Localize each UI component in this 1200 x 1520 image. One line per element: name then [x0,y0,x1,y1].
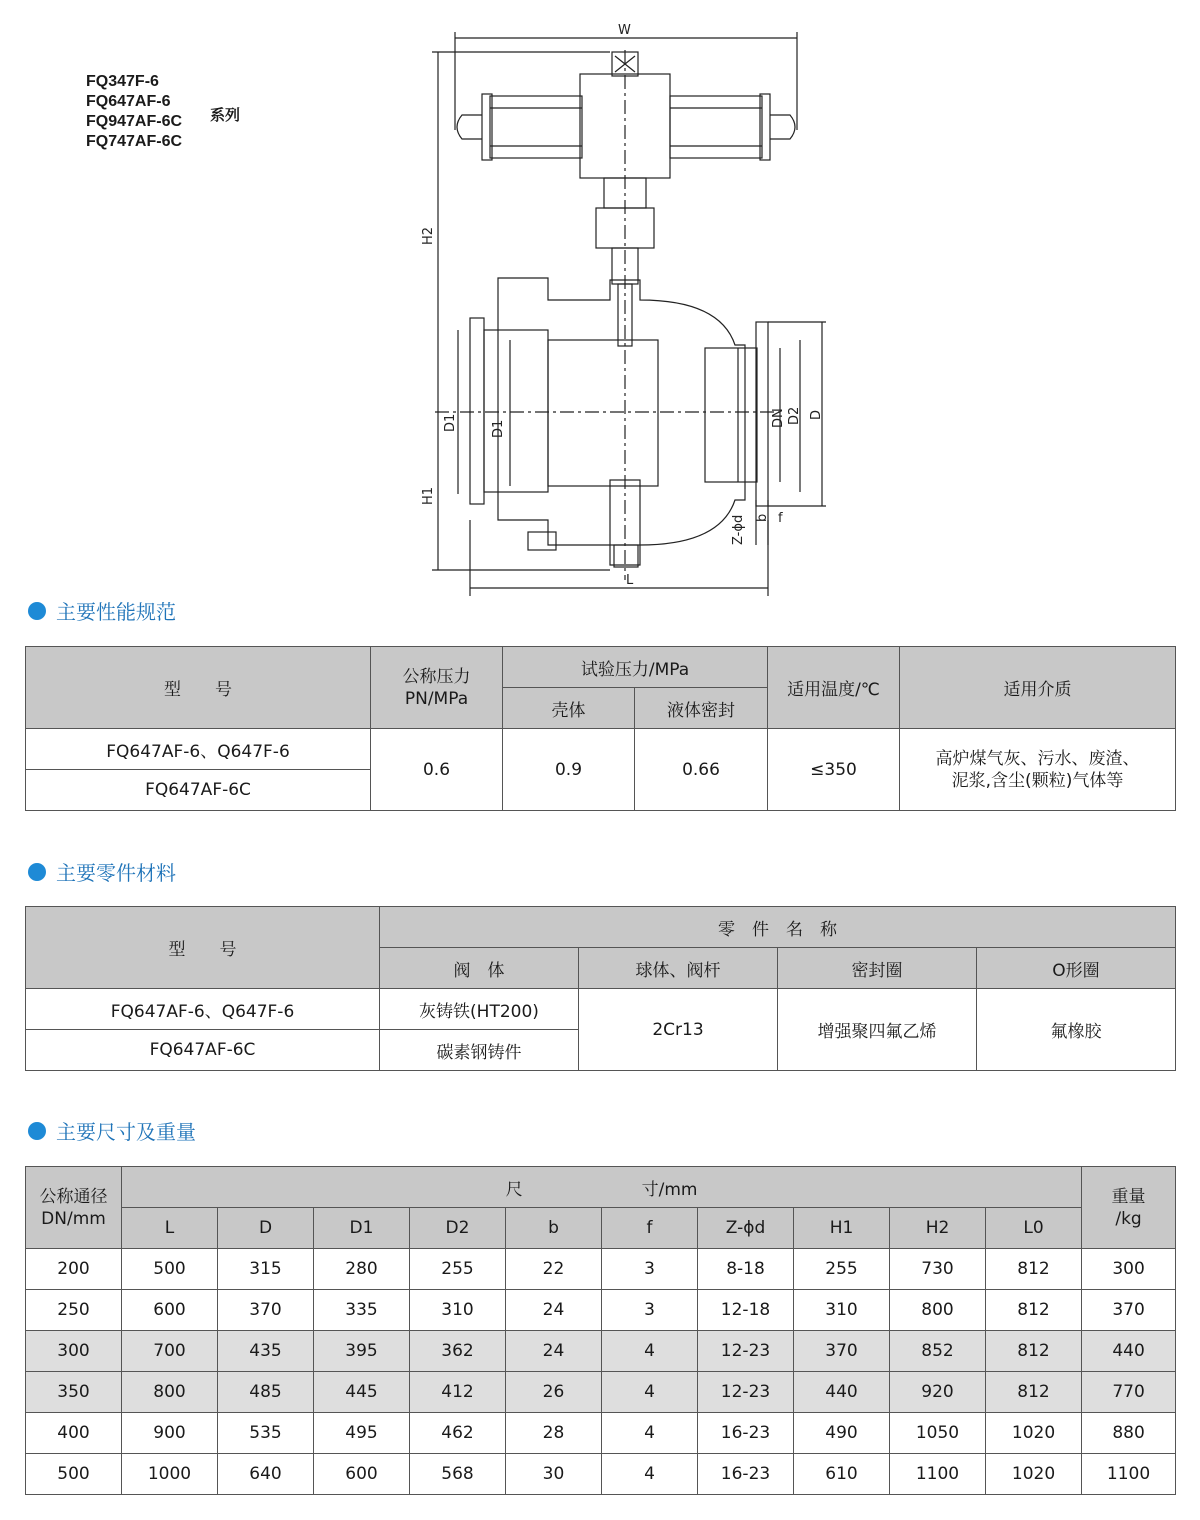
table-cell: 812 [986,1290,1082,1331]
header-col: L [122,1208,218,1249]
header-size: 尺 寸/mm [122,1167,1082,1208]
header-col: f [602,1208,698,1249]
bullet-icon [28,602,46,620]
cell-pressure: 0.6 [371,729,503,811]
table-row [26,1290,1176,1331]
table-cell: 16-23 [698,1413,794,1454]
table-cell: 600 [314,1454,410,1495]
table-cell: 12-23 [698,1372,794,1413]
header-ball: 球体、阀杆 [579,948,778,989]
table-cell: 315 [218,1249,314,1290]
section-title-materials: 主要零件材料 [28,857,176,886]
dim-label-d1b: D1 [491,419,506,438]
header-shell: 壳体 [503,688,635,729]
table-cell: 700 [122,1331,218,1372]
dim-label-l: L [626,573,634,588]
valve-drawing [0,0,1200,600]
dim-label-f: f [778,511,783,526]
model-name: FQ347F-6 [86,73,159,90]
table-cell: 370 [794,1331,890,1372]
table-cell: 435 [218,1331,314,1372]
dim-label-dn: DN [771,408,786,428]
table-row [26,1249,1176,1290]
header-weight: 重量 /kg [1082,1167,1176,1249]
table-cell: 8-18 [698,1249,794,1290]
table-cell: 852 [890,1331,986,1372]
model-name: FQ747AF-6C [86,133,183,150]
header-col: H2 [890,1208,986,1249]
table-cell: 300 [26,1331,122,1372]
table-row [26,1331,1176,1372]
header-test-pressure: 试验压力/MPa [503,647,768,688]
table-cell: 800 [122,1372,218,1413]
dim-label-d1a: D1 [443,413,458,432]
header-seal-ring: 密封圈 [778,948,977,989]
table-cell: 4 [602,1331,698,1372]
dim-label-h2: H2 [421,226,436,245]
table-cell: 26 [506,1372,602,1413]
table-cell: 880 [1082,1413,1176,1454]
table-cell: 1050 [890,1413,986,1454]
cell-ball: 2Cr13 [579,989,778,1071]
bullet-icon [28,1122,46,1140]
table-cell: 310 [410,1290,506,1331]
table-cell: 1020 [986,1454,1082,1495]
table-cell: 310 [794,1290,890,1331]
dimensions-table [25,1166,1176,1495]
table-cell: 280 [314,1249,410,1290]
table-row [26,1454,1176,1495]
table-cell: 610 [794,1454,890,1495]
cell-model: FQ647AF-6、Q647F-6 [26,729,371,770]
table-row [26,1413,1176,1454]
table-cell: 200 [26,1249,122,1290]
table-cell: 1020 [986,1413,1082,1454]
header-model: 型 号 [26,907,380,989]
table-cell: 445 [314,1372,410,1413]
section-title-performance: 主要性能规范 [28,596,176,625]
header-medium: 适用介质 [900,647,1176,729]
table-cell: 412 [410,1372,506,1413]
header-pressure: 公称压力 PN/MPa [371,647,503,729]
table-cell: 16-23 [698,1454,794,1495]
cell-body: 碳素钢铸件 [380,1030,579,1071]
dimensions-table-body [26,1249,1176,1495]
materials-table [25,906,1176,1071]
cell-seal-ring: 增强聚四氟乙烯 [778,989,977,1071]
table-cell: 812 [986,1331,1082,1372]
table-cell: 770 [1082,1372,1176,1413]
table-cell: 440 [794,1372,890,1413]
table-cell: 1000 [122,1454,218,1495]
table-cell: 800 [890,1290,986,1331]
table-cell: 255 [410,1249,506,1290]
header-col: Z-ϕd [698,1208,794,1249]
dim-label-d2: D2 [787,406,802,425]
cell-temperature: ≤350 [768,729,900,811]
table-cell: 568 [410,1454,506,1495]
table-cell: 500 [26,1454,122,1495]
header-col: D1 [314,1208,410,1249]
series-label: 系列 [210,106,241,124]
table-cell: 500 [122,1249,218,1290]
table-cell: 395 [314,1331,410,1372]
table-cell: 1100 [1082,1454,1176,1495]
table-cell: 640 [218,1454,314,1495]
table-cell: 28 [506,1413,602,1454]
cell-body: 灰铸铁(HT200) [380,989,579,1030]
table-cell: 255 [794,1249,890,1290]
table-cell: 24 [506,1290,602,1331]
cell-shell: 0.9 [503,729,635,811]
table-cell: 730 [890,1249,986,1290]
table-cell: 30 [506,1454,602,1495]
header-temperature: 适用温度/℃ [768,647,900,729]
table-cell: 370 [218,1290,314,1331]
header-col: H1 [794,1208,890,1249]
table-cell: 812 [986,1372,1082,1413]
section-title-dimensions: 主要尺寸及重量 [28,1116,196,1145]
table-cell: 400 [26,1413,122,1454]
table-cell: 300 [1082,1249,1176,1290]
table-cell: 440 [1082,1331,1176,1372]
table-cell: 812 [986,1249,1082,1290]
cell-o-ring: 氟橡胶 [977,989,1176,1071]
performance-table [25,646,1176,811]
header-col: D2 [410,1208,506,1249]
header-col: b [506,1208,602,1249]
cell-model: FQ647AF-6、Q647F-6 [26,989,380,1030]
cell-model: FQ647AF-6C [26,1030,380,1071]
table-cell: 920 [890,1372,986,1413]
table-cell: 495 [314,1413,410,1454]
header-seal: 液体密封 [635,688,768,729]
table-row [26,1372,1176,1413]
header-o-ring: O形圈 [977,948,1176,989]
header-parts: 零 件 名 称 [380,907,1176,948]
table-cell: 485 [218,1372,314,1413]
table-cell: 3 [602,1290,698,1331]
dim-label-b: b [755,513,770,522]
table-cell: 4 [602,1413,698,1454]
table-cell: 490 [794,1413,890,1454]
dim-label-w: W [618,23,631,38]
model-name: FQ947AF-6C [86,113,183,130]
cell-medium: 高炉煤气灰、污水、废渣、 泥浆,含尘(颗粒)气体等 [900,729,1176,811]
header-body: 阀 体 [380,948,579,989]
header-col: L0 [986,1208,1082,1249]
table-cell: 22 [506,1249,602,1290]
dim-label-zphid: Z-ϕd [731,514,746,545]
table-cell: 24 [506,1331,602,1372]
dim-label-d: D [809,409,824,420]
cell-model: FQ647AF-6C [26,770,371,811]
table-cell: 462 [410,1413,506,1454]
dim-label-h1: H1 [421,486,436,505]
table-cell: 250 [26,1290,122,1331]
table-cell: 535 [218,1413,314,1454]
table-cell: 4 [602,1372,698,1413]
table-cell: 1100 [890,1454,986,1495]
header-col: D [218,1208,314,1249]
model-name: FQ647AF-6 [86,93,171,110]
table-cell: 4 [602,1454,698,1495]
table-cell: 900 [122,1413,218,1454]
table-cell: 370 [1082,1290,1176,1331]
table-cell: 335 [314,1290,410,1331]
table-cell: 12-18 [698,1290,794,1331]
header-dn: 公称通径 DN/mm [26,1167,122,1249]
table-cell: 600 [122,1290,218,1331]
header-model: 型 号 [26,647,371,729]
table-cell: 3 [602,1249,698,1290]
bullet-icon [28,863,46,881]
cell-seal: 0.66 [635,729,768,811]
table-cell: 12-23 [698,1331,794,1372]
table-cell: 350 [26,1372,122,1413]
table-cell: 362 [410,1331,506,1372]
